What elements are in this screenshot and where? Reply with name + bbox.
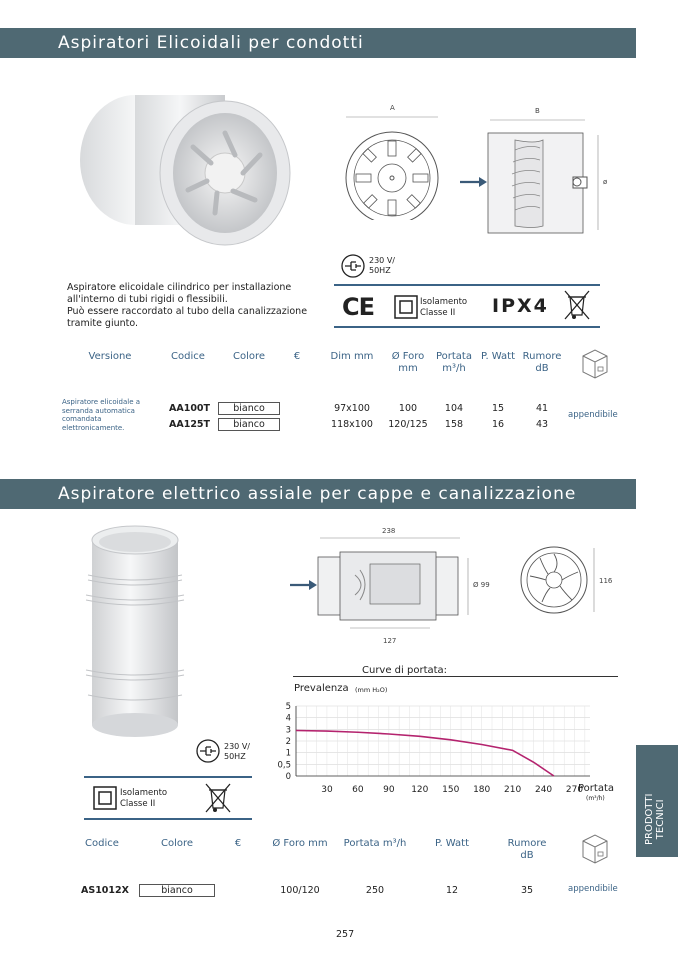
side-tab-line1: PRODOTTI [644, 793, 655, 845]
col-header-rumore: Rumore dB [522, 351, 562, 374]
chart-title: Curve di portata: [362, 665, 448, 676]
col-header-foro: Ø Foro mm [391, 351, 425, 374]
section1-title: Aspiratori Elicoidali per condotti [58, 33, 364, 53]
y-tick-label: 2 [285, 737, 291, 747]
dim-cell: 118x100 [331, 419, 373, 430]
dim-label-a: A [390, 104, 395, 112]
foro-cell: 120/125 [388, 419, 428, 430]
y-tick-label: 4 [285, 713, 291, 724]
cert-bottom-rule [334, 326, 600, 328]
col-header-watt: P. Watt [434, 838, 470, 849]
y-tick-label: 1 [285, 748, 291, 759]
rumore-cell: 35 [520, 885, 534, 896]
x-tick-label: 180 [473, 785, 491, 795]
power-line2: 50HZ [369, 265, 391, 275]
color-cell: bianco [218, 402, 280, 415]
cert-top-rule [334, 284, 600, 286]
y-tick-label: 3 [285, 725, 291, 736]
description-line: Aspiratore elicoidale cilindrico per installazione [67, 282, 292, 293]
axial-side-drawing [285, 520, 505, 650]
package-box-icon [578, 830, 612, 864]
product-code: AA100T [169, 403, 211, 414]
chart-ylabel: Prevalenza [294, 683, 349, 694]
col-header-dim: Dim mm [330, 351, 374, 362]
cert2-top-rule [84, 776, 252, 778]
section2-title-bar [0, 479, 636, 509]
product-image-axial-fan [80, 520, 190, 740]
foro-cell: 100/120 [280, 885, 320, 896]
col-header-colore: Colore [232, 351, 266, 362]
rumore-cell: 43 [535, 419, 549, 430]
dim-side: 116 [599, 577, 613, 585]
section2-title: Aspiratore elettrico assiale per cappe e canalizzazione [58, 484, 577, 504]
y-tick-label: 0 [285, 772, 291, 782]
chart-top-rule [293, 676, 618, 677]
product-image-helical-fan [75, 85, 295, 255]
dim-cell: 97x100 [334, 403, 370, 414]
product-code: AS1012X [81, 885, 129, 896]
insulation-line2: Classe II [120, 798, 156, 809]
col-header-euro: € [234, 838, 242, 849]
col-header-colore: Colore [160, 838, 194, 849]
watt-cell: 12 [445, 885, 459, 896]
col-header-codice: Codice [85, 838, 119, 849]
dim-label-b: B [535, 107, 540, 115]
cert2-bottom-rule [84, 818, 252, 820]
col-header-versione: Versione [88, 351, 132, 362]
curve-line [296, 731, 554, 777]
product-description [67, 282, 307, 330]
description-line: tramite giunto. [67, 318, 139, 329]
power-line1: 230 V/ [369, 256, 395, 265]
performance-curve-chart [272, 698, 615, 806]
ipx4-rating: IPX4 [492, 295, 549, 317]
dim-inner: 127 [383, 637, 397, 645]
power-line2: 50HZ [224, 751, 246, 761]
watt-cell: 16 [491, 419, 505, 430]
hanging-note: appendibile [568, 884, 618, 894]
power-line1: 230 V/ [224, 742, 250, 751]
y-tick-label: 5 [285, 702, 291, 712]
weee-bin-icon [562, 288, 592, 322]
col-header-euro: € [293, 351, 301, 362]
dim-diameter: Ø 99 [473, 581, 490, 589]
side-tab [636, 745, 678, 857]
ce-mark: CE [342, 293, 375, 321]
x-tick-label: 60 [352, 785, 364, 795]
plug-icon [195, 738, 221, 764]
page-number: 257 [336, 929, 355, 940]
x-tick-label: 270 [565, 785, 584, 795]
x-tick-label: 210 [504, 785, 522, 795]
package-box-icon [578, 345, 612, 379]
dim-label-diameter: ø [603, 178, 608, 186]
product-code: AA125T [169, 419, 211, 430]
dim-length: 238 [382, 527, 396, 535]
chart-xlabel-unit: (m³/h) [586, 795, 605, 802]
col-header-rumore: Rumore dB [507, 838, 547, 861]
insulation-line2: Classe II [420, 307, 456, 318]
rumore-cell: 41 [535, 403, 549, 414]
section1-title-bar [0, 28, 636, 58]
x-tick-label: 30 [321, 785, 333, 795]
double-insulation-icon [93, 786, 117, 810]
description-line: Può essere raccordato al tubo della canalizzazione [67, 306, 308, 317]
chart-xlabel: Portata [578, 783, 615, 794]
front-view-drawing [338, 100, 448, 220]
side-tab-line2: TECNICI [655, 799, 666, 840]
version-description: Aspiratore elicoidale a serranda automatica comandata elettronicamente. [62, 398, 141, 432]
portata-cell: 104 [444, 403, 464, 414]
hanging-note: appendibile [568, 410, 618, 420]
foro-cell: 100 [398, 403, 418, 414]
watt-cell: 15 [491, 403, 505, 414]
col-header-portata: Portata m³/h [435, 351, 472, 374]
x-tick-label: 120 [411, 785, 429, 795]
x-tick-label: 240 [534, 785, 553, 795]
x-tick-label: 150 [442, 785, 460, 795]
col-header-portata: Portata m³/h [343, 838, 407, 849]
y-tick-label: 0,5 [277, 760, 291, 771]
color-cell: bianco [139, 884, 215, 897]
col-header-watt: P. Watt [480, 351, 516, 362]
description-line: all'interno di tubi rigidi o flessibili. [67, 294, 228, 305]
weee-bin-icon [203, 781, 233, 815]
insulation-line1: Isolamento [120, 788, 168, 798]
portata-cell: 158 [444, 419, 464, 430]
color-cell: bianco [218, 418, 280, 431]
chart-ylabel-unit: (mm H₂O) [355, 686, 388, 694]
plug-icon [340, 253, 366, 279]
axial-front-drawing [512, 540, 617, 620]
col-header-foro: Ø Foro mm [272, 838, 328, 849]
portata-cell: 250 [365, 885, 385, 896]
double-insulation-icon [394, 295, 418, 319]
insulation-line1: Isolamento [420, 297, 468, 307]
col-header-codice: Codice [171, 351, 205, 362]
side-view-drawing [455, 100, 615, 240]
x-tick-label: 90 [383, 785, 395, 795]
